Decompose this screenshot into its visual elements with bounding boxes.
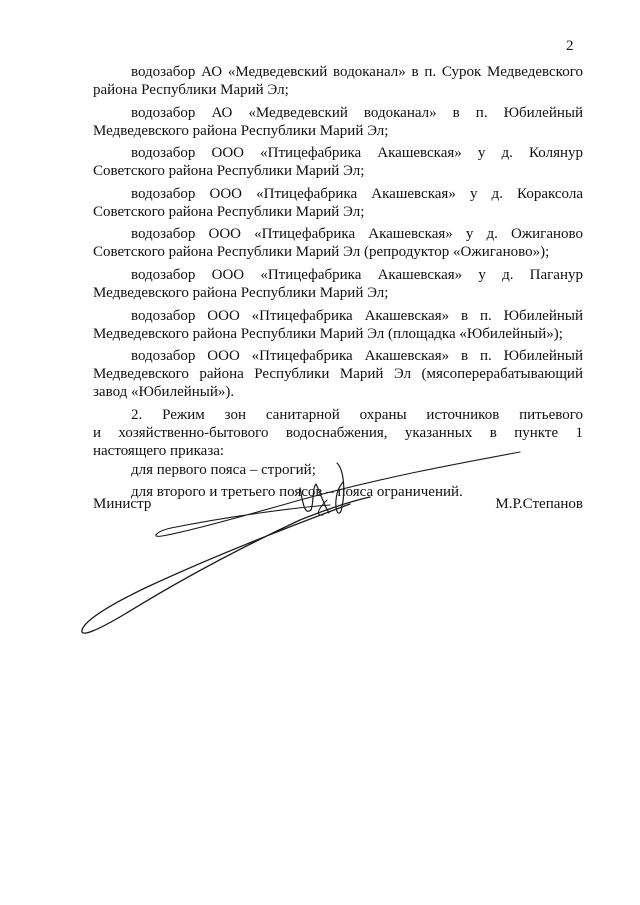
text-line: района Республики Марий Эл;: [93, 82, 289, 98]
text-line: водозабор ООО «Птицефабрика Акашевская» у д. Колянур: [131, 145, 583, 162]
paragraph-water-intake-2: [93, 104, 583, 140]
text-line: водозабор ООО «Птицефабрика Акашевская» у д. Паганур: [131, 266, 583, 283]
text-line: водозабор ООО «Птицефабрика Акашевская» в п. Юбилейный: [131, 307, 583, 324]
signatory-title: Министр: [93, 496, 152, 512]
text-line: Советского района Республики Марий Эл;: [93, 203, 365, 220]
page-number: 2: [566, 38, 574, 54]
text-line: Советского района Республики Марий Эл (репродуктор «Ожиганово»);: [93, 244, 550, 261]
paragraph-water-intake-8: [93, 347, 583, 401]
text-line: 2. Режим зон санитарной охраны источников питьевого: [131, 406, 583, 423]
text-line: завод «Юбилейный»).: [93, 384, 235, 401]
text-line: и хозяйственно-бытового водоснабжения, указанных в пункте 1: [93, 424, 583, 441]
text-line: Медведевского района Республики Марий Эл (площадка «Юбилейный»);: [93, 325, 563, 342]
text-line: водозабор АО «Медведевский водоканал» в п. Сурок Медведевского: [131, 64, 583, 80]
text-line: Советского района Республики Марий Эл;: [93, 163, 365, 180]
document-body: [93, 63, 583, 506]
list-item-first-belt: для первого пояса – строгий;: [131, 461, 316, 478]
paragraph-water-intake-5: [93, 225, 583, 261]
text-line: водозабор ООО «Птицефабрика Акашевская» в п. Юбилейный: [131, 348, 583, 365]
text-line: водозабор ООО «Птицефабрика Акашевская» у д. Ожиганово: [131, 226, 583, 243]
signatory-name: М.Р.Степанов: [495, 496, 583, 512]
paragraph-water-intake-1: [93, 63, 583, 99]
text-line: водозабор ООО «Птицефабрика Акашевская» у д. Кораксола: [131, 185, 583, 202]
text-line: Медведевского района Республики Марий Эл;: [93, 284, 389, 301]
paragraph-water-intake-4: [93, 185, 583, 221]
text-line: Медведевского района Республики Марий Эл (мясоперерабатывающий: [93, 366, 583, 383]
paragraph-protection-regime: [93, 406, 583, 460]
paragraph-water-intake-6: [93, 266, 583, 302]
text-line: водозабор АО «Медведевский водоканал» в п. Юбилейный: [131, 104, 583, 121]
list-item-second-third-belt: для второго и третьего поясов – пояса ограничений.: [131, 484, 463, 501]
paragraph-water-intake-7: [93, 307, 583, 343]
text-line: настоящего приказа:: [93, 442, 225, 459]
paragraph-water-intake-3: [93, 144, 583, 180]
text-line: Медведевского района Республики Марий Эл;: [93, 122, 389, 139]
